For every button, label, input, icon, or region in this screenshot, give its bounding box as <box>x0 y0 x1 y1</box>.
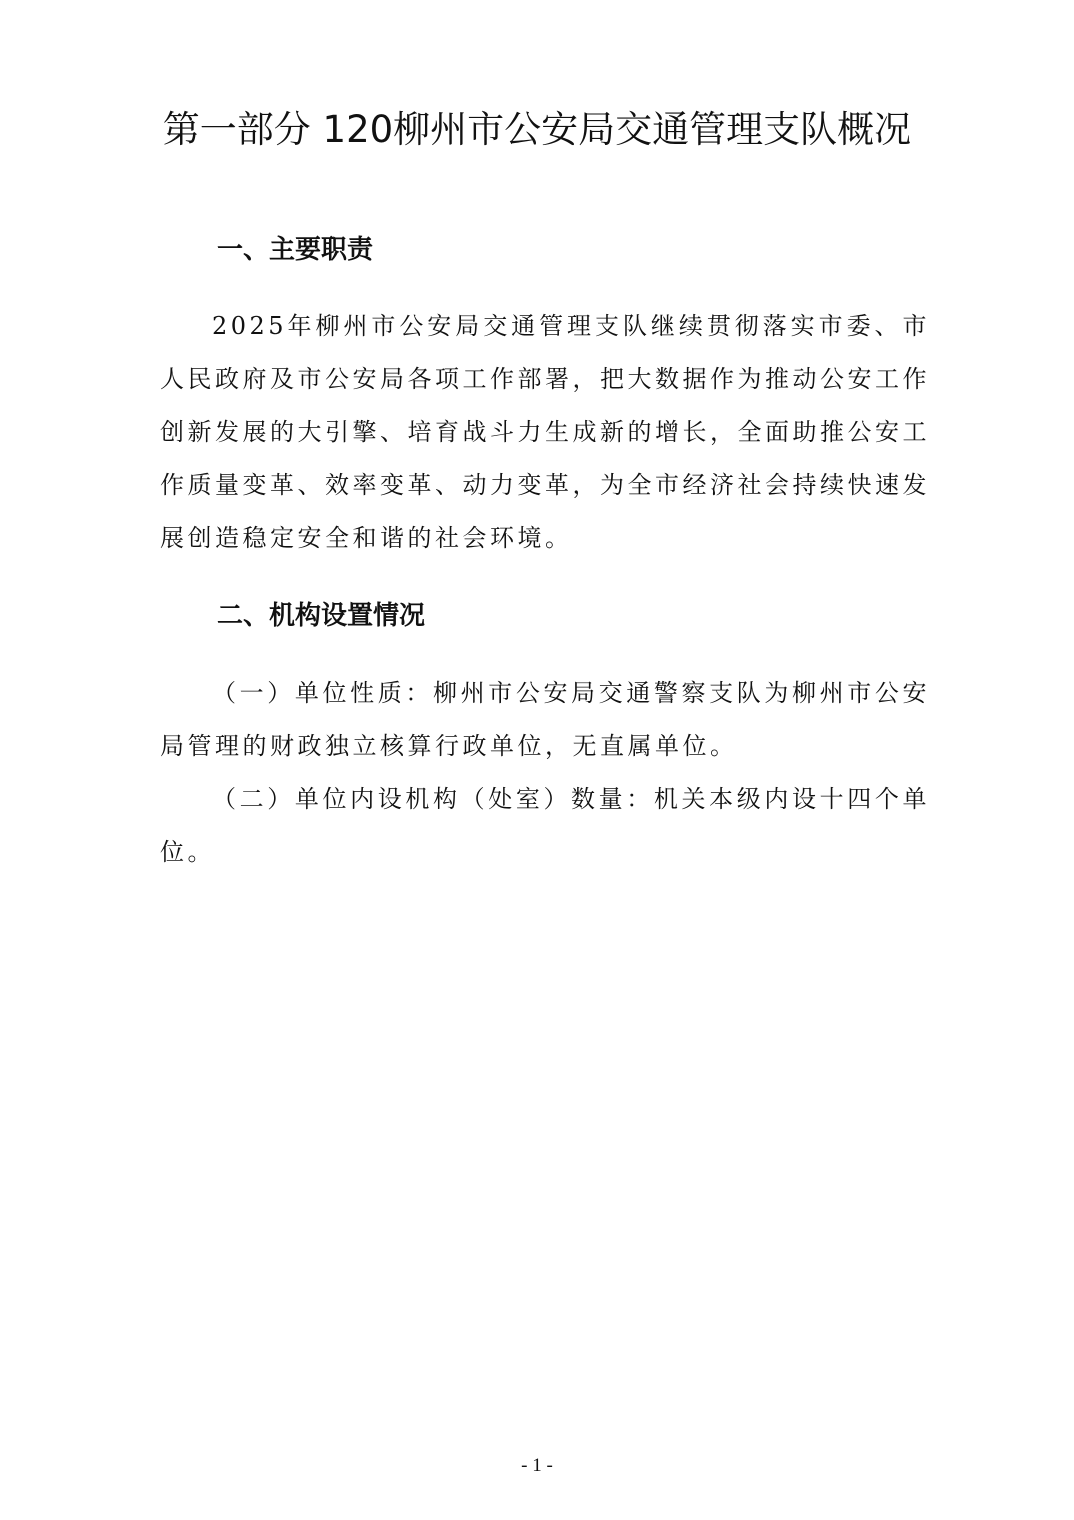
section-heading-main-duties: 一、主要职责 <box>217 235 374 265</box>
paragraph-unit-nature: （一）单位性质：柳州市公安局交通警察支队为柳州市公安局管理的财政独立核算行政单位，无直属单位。 <box>160 679 930 760</box>
section-heading-organization: 二、机构设置情况 <box>217 601 426 631</box>
paragraph-main-duties: 2025年柳州市公安局交通管理支队继续贯彻落实市委、市人民政府及市公安局各项工作部署，把大数据作为推动公安工作创新发展的大引擎、培育战斗力生成新的增长，全面助推公安工作质量变革、效率变革、动力变革，为全市经济社会持续快速发展创造稳定安全和谐的社会环境。 <box>160 312 930 552</box>
page-number: - 1 - <box>521 1455 553 1476</box>
document-title: 第一部分 120柳州市公安局交通管理支队概况 <box>162 108 912 151</box>
paragraph-internal-departments: （二）单位内设机构（处室）数量：机关本级内设十四个单位。 <box>160 785 930 866</box>
